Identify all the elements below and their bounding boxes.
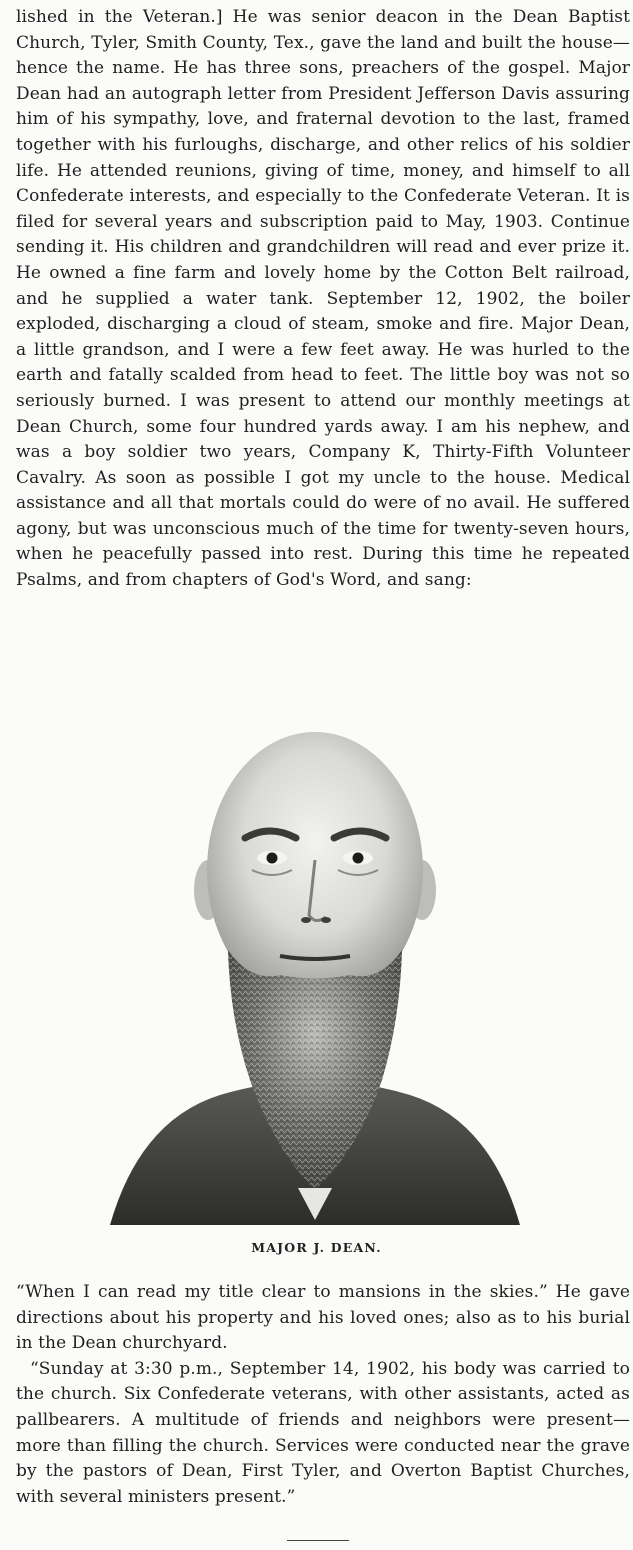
article-bottom-section <box>16 1280 630 1510</box>
article-paragraph-bottom-1: “When I can read my title clear to mansions in the skies.” He gave directions about his property and his loved ones; also as to his burial in the Dean churchyard. <box>16 1282 630 1354</box>
portrait-caption: MAJOR J. DEAN. <box>251 1240 382 1255</box>
portrait-photo <box>100 720 530 1230</box>
section-divider-rule <box>287 1540 349 1541</box>
article-paragraph-top: lished in the Veteran.] He was senior deacon in the Dean Baptist Church, Tyler, Smith County, Tex., gave the land and built the house—hence the name. He has three sons, preachers of the gospel. Major Dean had an autograph letter from President Jefferson Davis assuring him of his sympathy, love, and fraternal devotion to the last, framed together with his furloughs, discharge, and other relics of his soldier life. He attended reunions, giving of time, money, and himself to all Confederate interests, and especially to the Confederate Veteran. It is filed for several years and subscription paid to May, 1903. Continue sending it. His children and grandchildren will read and ever prize it. He owned a fine farm and lovely home by the Cotton Belt railroad, and he supplied a water tank. September 12, 1902, the boiler exploded, discharging a cloud of steam, smoke and fire. Major Dean, a little grandson, and I were a few feet away. He was hurled to the earth and fatally scalded from head to feet. The little boy was not so seriously burned. I was present to attend our monthly meetings at Dean Church, some four hundred yards away. I am his nephew, and was a boy soldier two years, Company K, Thirty-Fifth Volunteer Cavalry. As soon as possible I got my uncle to the house. Medical assistance and all that mortals could do were of no avail. He suffered agony, but was unconscious much of the time for twenty-seven hours, when he peacefully passed into rest. During this time he repeated Psalms, and from chapters of God's Word, and sang: <box>16 7 630 591</box>
article-paragraph-bottom-2: “Sunday at 3:30 p.m., September 14, 1902, his body was carried to the church. Six Confederate veterans, with other assistants, acted as pallbearers. A multitude of friends and neighbors were present—more than filling the church. Services were conducted near the grave by the pastors of Dean, First Tyler, and Overton Baptist Churches, with several ministers present.” <box>16 1358 630 1507</box>
